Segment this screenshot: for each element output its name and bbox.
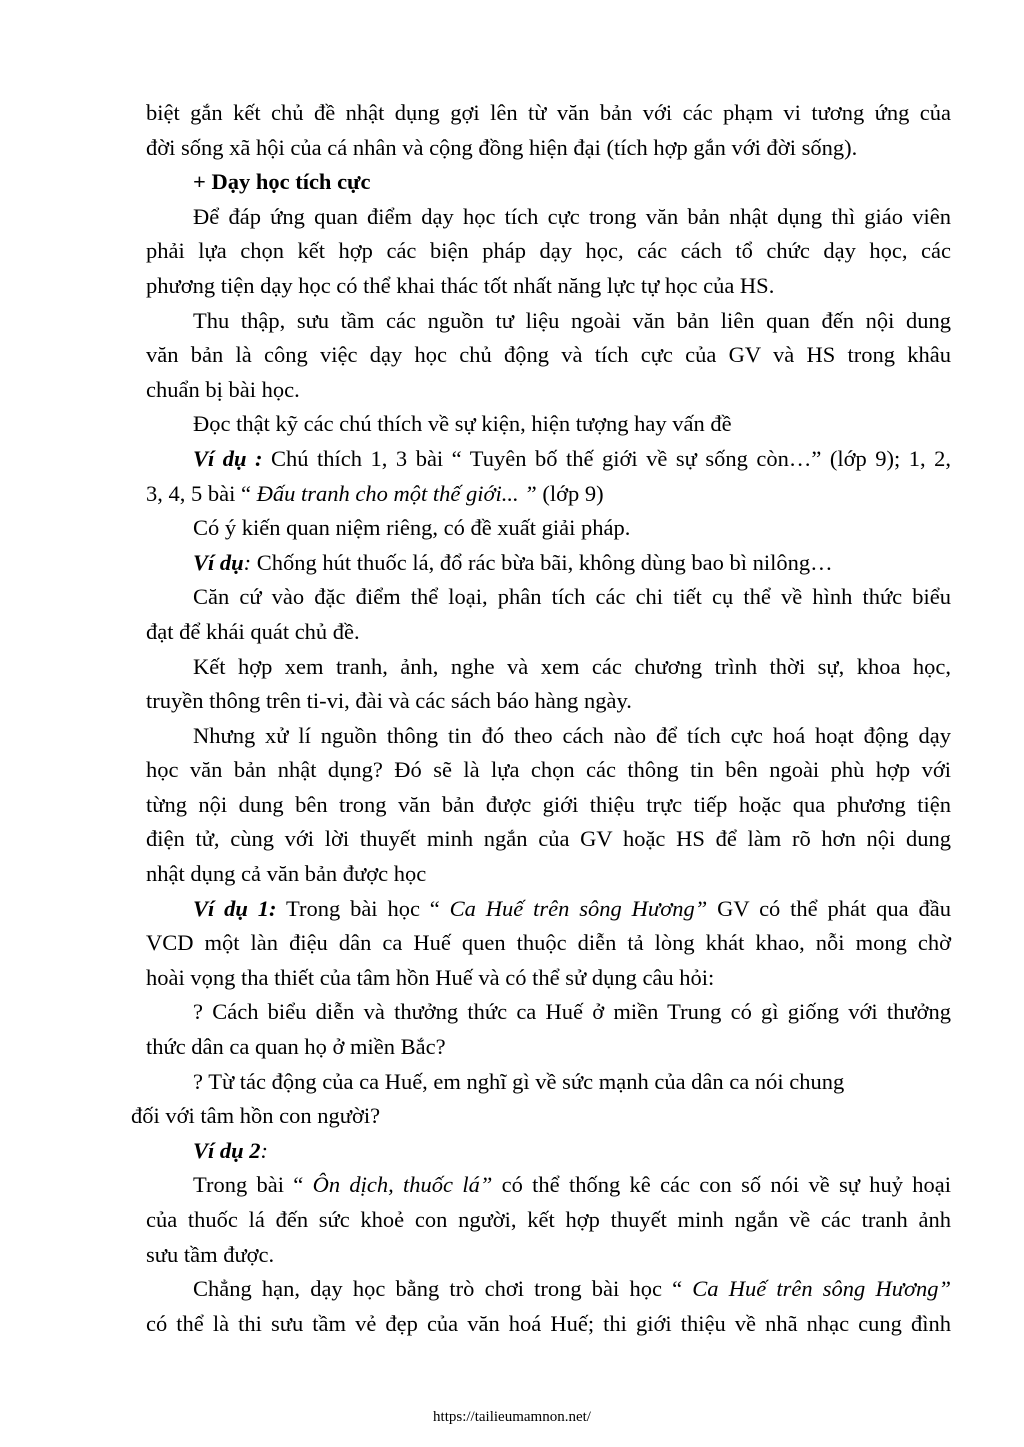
text-line: nhật dụng cả văn bản được học [146, 861, 427, 887]
paragraph-collect-sources [146, 304, 951, 408]
text-line: từng nội dung bên trong văn bản được giới thiệu trực tiếp hoặc qua phương tiện [146, 791, 951, 817]
text-line: Kết hợp xem tranh, ảnh, nghe và xem các chương trình thời sự, khoa học, [193, 653, 951, 679]
text-line [146, 1272, 951, 1307]
paragraph-genre-analysis [146, 580, 951, 649]
paragraph-example-2-label [146, 1134, 951, 1169]
text-line: Căn cứ vào đặc điểm thể loại, phân tích các chi tiết cụ thể về hình thức biểu [193, 584, 951, 610]
question-1 [146, 995, 951, 1064]
footer-url[interactable]: https://tailieumamnon.net/ [433, 1409, 591, 1425]
example-text: Chống hút thuốc lá, đổ rác bừa bãi, không dùng bao bì nilông… [251, 549, 833, 575]
text-line: Nhưng xử lí nguồn thông tin đó theo cách nào để tích cực hoá hoạt động dạy [193, 722, 951, 748]
text-line: hoài vọng tha thiết của tâm hồn Huế và có thể sử dụng câu hỏi: [146, 964, 715, 990]
text-line: chuẩn bị bài học. [146, 376, 300, 402]
example-text: Chẳng hạn, dạy học bằng trò chơi trong bài học “ [193, 1276, 693, 1302]
text-line: VCD một làn điệu dân ca Huế quen thuộc diễn tả lòng khát khao, nỗi mong chờ [146, 930, 951, 956]
work-title: Ca Huế trên sông Hương” [449, 895, 708, 921]
paragraph-read-notes: Đọc thật kỹ các chú thích về sự kiện, hiện tượng hay vấn đề [193, 411, 732, 437]
text-line: đạt để khái quát chủ đề. [146, 618, 360, 644]
example-label: Ví dụ : [193, 445, 263, 471]
example-text: Trong bài học “ [276, 895, 450, 921]
paragraph-game-teaching [146, 1272, 951, 1341]
text-line: Để đáp ứng quan điểm dạy học tích cực trong văn bản nhật dụng thì giáo viên [193, 203, 951, 229]
text-line: phải lựa chọn kết hợp các biện pháp dạy học, các cách tổ chức dạy học, các [146, 238, 951, 264]
question-2 [131, 1065, 951, 1134]
example-text: có thể thống kê các con số nói về sự huỷ hoại [492, 1172, 952, 1198]
example-text: GV có thể phát qua đầu [707, 895, 952, 921]
text-line [146, 477, 951, 512]
paragraph-intro-continuation [146, 96, 951, 165]
text-line: thức dân ca quan họ ở miền Bắc? [146, 1034, 446, 1060]
work-title: Ca Huế trên sông Hương” [692, 1276, 951, 1302]
text-line: ? Cách biểu diễn và thưởng thức ca Huế ở miền Trung có gì giống với thưởng [193, 999, 951, 1025]
paragraph-opinion: Có ý kiến quan niệm riêng, có đề xuất giải pháp. [193, 515, 631, 541]
paragraph-example-notes [146, 442, 951, 511]
example-colon: : [243, 549, 252, 575]
text-line [146, 1168, 951, 1203]
text-line: văn bản là công việc dạy học chủ động và tích cực của GV và HS trong khâu [146, 342, 951, 368]
text-line: sưu tầm được. [146, 1241, 275, 1267]
text-line: có thể là thi sưu tầm vẻ đẹp của văn hoá Huế; thi giới thiệu về nhã nhạc cung đình [146, 1310, 951, 1336]
text-line: truyền thông trên ti-vi, đài và các sách báo hàng ngày. [146, 688, 632, 714]
example-text: (lớp 9) [536, 480, 604, 506]
work-title: Đấu tranh cho một thế giới... ” [256, 480, 537, 506]
paragraph-example-antismoking [146, 546, 951, 581]
text-line: đối với tâm hồn con người? [131, 1103, 381, 1129]
text-line: học văn bản nhật dụng? Đó sẽ là lựa chọn các thông tin bên ngoài phù hợp với [146, 757, 951, 783]
text-line: phương tiện dạy học có thể khai thác tốt nhất năng lực tự học của HS. [146, 272, 775, 298]
text-line: biệt gắn kết chủ đề nhật dụng gợi lên từ văn bản với các phạm vi tương ứng của [146, 100, 951, 125]
text-line: ? Từ tác động của ca Huế, em nghĩ gì về sức mạnh của dân ca nói chung [193, 1068, 845, 1094]
paragraph-media [146, 650, 951, 719]
example-colon: : [260, 1137, 269, 1163]
example-text: 3, 4, 5 bài “ [146, 480, 257, 506]
text-line: của thuốc lá đến sức khoẻ con người, kết hợp thuyết minh ngắn về các tranh ảnh [146, 1207, 951, 1232]
paragraph-active-teaching [146, 200, 951, 304]
text-line: Thu thập, sưu tầm các nguồn tư liệu ngoài văn bản liên quan đến nội dung [193, 307, 951, 333]
paragraph-example-2 [146, 1168, 951, 1272]
example-text: Trong bài “ [193, 1172, 313, 1198]
work-title: Ôn dịch, thuốc lá” [312, 1172, 493, 1198]
paragraph-example-1 [146, 892, 951, 996]
paragraph-process-info [146, 719, 951, 892]
example-label: Ví dụ 1: [193, 895, 277, 921]
text-line [146, 892, 951, 927]
text-line: đời sống xã hội của cá nhân và cộng đồng hiện đại (tích hợp gắn với đời sống). [146, 134, 858, 160]
example-text: Chú thích 1, 3 bài “ Tuyên bố thế giới về sự sống còn…” (lớp 9); 1, 2, [262, 445, 951, 471]
example-label: Ví dụ [193, 549, 244, 575]
text-line [146, 442, 951, 477]
section-heading-active-teaching: + Dạy học tích cực [193, 169, 371, 195]
example-label: Ví dụ 2 [193, 1137, 261, 1163]
text-line: điện tử, cùng với lời thuyết minh ngắn của GV hoặc HS để làm rõ hơn nội dung [146, 826, 951, 852]
page-body [131, 96, 952, 1341]
